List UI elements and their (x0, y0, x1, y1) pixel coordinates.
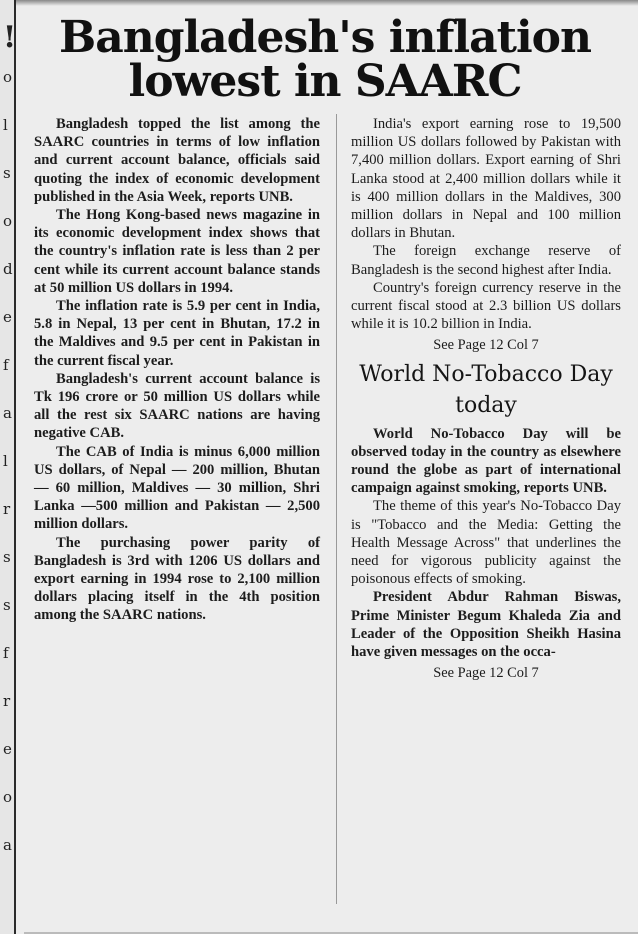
paragraph: The purchasing power parity of Bangladesh is 3rd with 1206 US dollars and export earning in 1994 rose to 2,100 million dollars placing itself in the 4th position among the SAARC nations. (34, 534, 320, 624)
paragraph: The inflation rate is 5.9 per cent in India, 5.8 in Nepal, 13 per cent in Bhutan, 17.2 in the Maldives and 9.5 per cent in Pakistan in the current fiscal year. (34, 298, 320, 369)
left-column (34, 115, 320, 625)
margin-fragment: f (3, 356, 9, 374)
right-column (351, 115, 621, 684)
margin-fragment: o (3, 212, 13, 230)
headline: Bangladesh's inflation lowest in SAARC (59, 12, 591, 107)
column-divider (336, 114, 337, 904)
margin-fragment: ! (3, 20, 17, 55)
paragraph: The CAB of India is minus 6,000 million US dollars, of Nepal — 200 million, Bhutan — 60 million, Maldives — 30 million, Shri Lanka —500 million and Pakistan — 2,500 million dollars. (34, 443, 320, 533)
margin-fragment: r (3, 692, 11, 710)
margin-fragment: e (3, 308, 12, 326)
paragraph: The Hong Kong-based news magazine in its economic development index shows that the country's inflation rate is less than 2 per cent while its current account balance stands at 50 million US dollars in 1994. (34, 207, 320, 296)
paragraph: Country's foreign currency reserve in the current fiscal stood at 2.3 billion US dollars while it is 10.2 billion in India. (351, 279, 621, 333)
continuation-note: See Page 12 Col 7 (433, 337, 539, 354)
margin-fragment: o (3, 788, 13, 806)
margin-fragment: s (3, 596, 11, 614)
margin-fragment: s (3, 164, 11, 182)
paragraph: The foreign exchange reserve of Bangladesh is the second highest after India. (351, 243, 621, 278)
margin-fragment: o (3, 68, 13, 86)
paragraph: President Abdur Rahman Biswas, Prime Minister Begum Khaleda Zia and Leader of the Opposition Sheikh Hasina have given messages on the occa- (351, 589, 621, 661)
paragraph: India's export earning rose to 19,500 million US dollars followed by Pakistan with 7,400 million dollars. Export earning of Shri Lanka stood at 2,400 million dollars while it is 400 million dollars in the Maldives, 300 million dollars in Nepal and 100 million dollars in Bhutan. (351, 116, 621, 242)
margin-fragment: a (3, 836, 12, 854)
continuation-note: See Page 12 Col 7 (433, 665, 539, 682)
article (24, 6, 626, 932)
margin-fragment: l (3, 116, 8, 134)
margin-fragment: d (3, 260, 13, 278)
margin-fragment: r (3, 500, 11, 518)
subheadline: World No-Tobacco Day today (359, 361, 613, 418)
margin-fragment: l (3, 452, 8, 470)
paragraph: Bangladesh topped the list among the SAARC countries in terms of low inflation and current account balance, officials said quoting the index of economic development published in the Asia Week, reports UNB. (34, 116, 320, 205)
margin-fragment: f (3, 644, 9, 662)
margin-fragment: a (3, 404, 12, 422)
paragraph: The theme of this year's No-Tobacco Day is "Tobacco and the Media: Getting the Health Message Across" that underlines the need for vigorous publicity against the poisonous effects of smoking. (351, 498, 621, 588)
margin-fragment: e (3, 740, 12, 758)
adjacent-article-margin (0, 0, 16, 934)
margin-fragment: s (3, 548, 11, 566)
paragraph: Bangladesh's current account balance is Tk 196 crore or 50 million US dollars while all the rest six SAARC nations are having negative CAB. (34, 370, 320, 442)
paragraph: World No-Tobacco Day will be observed today in the country as elsewhere round the globe as part of international campaign against smoking, reports UNB. (351, 425, 621, 497)
